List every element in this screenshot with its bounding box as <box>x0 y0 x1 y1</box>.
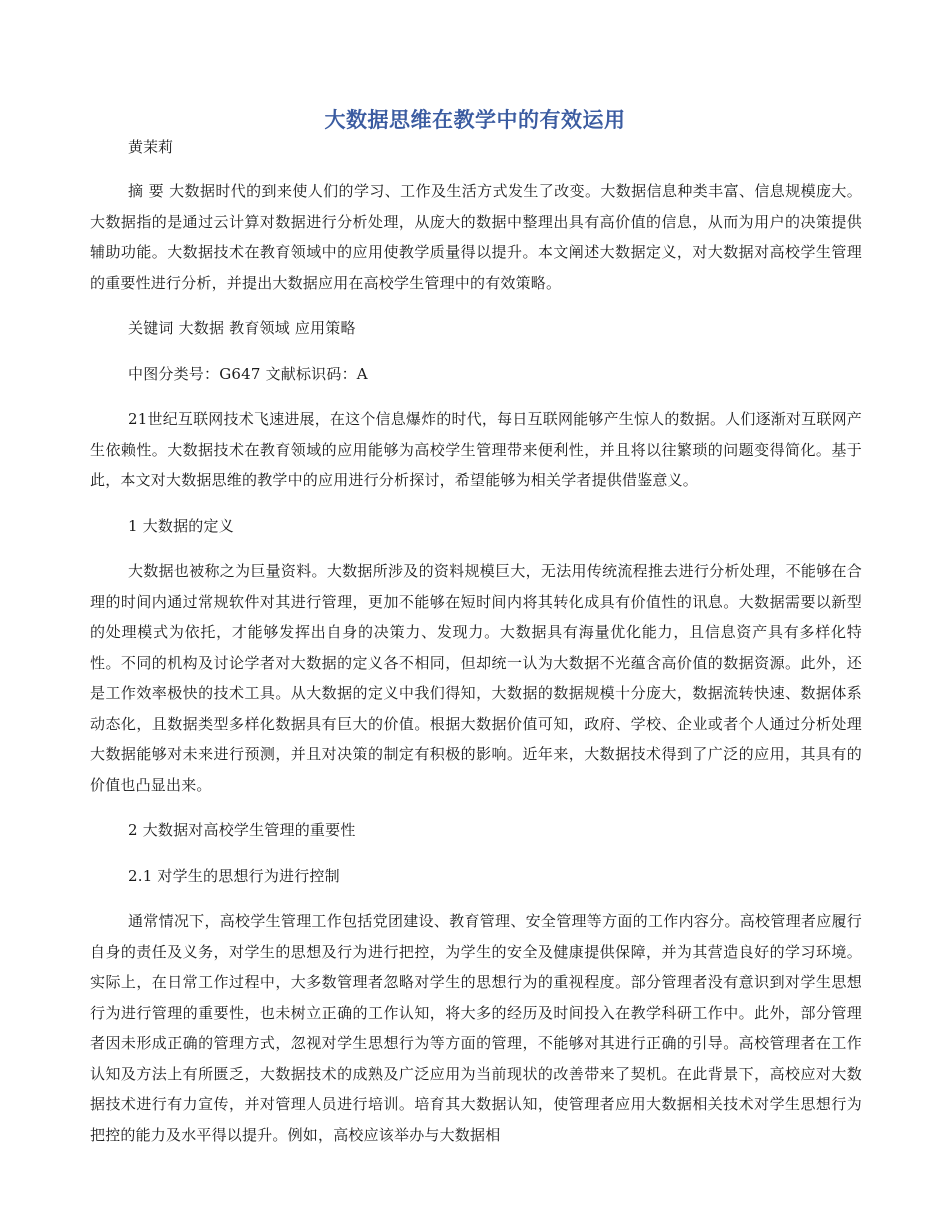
section-1-paragraph: 大数据也被称之为巨量资料。大数据所涉及的资料规模巨大，无法用传统流程推去进行分析处理，不能够在合理的时间内通过常规软件对其进行管理，更加不能够在短时间内将其转化成具有价值性的讯息。大数据需要以新型的处理模式为依托，才能够发挥出自身的决策力、发现力。大数据具有海量优化能力，且信息资产具有多样化特性。不同的机构及讨论学者对大数据的定义各不相同，但却统一认为大数据不光蕴含高价值的数据资源。此外，还是工作效率极快的技术工具。从大数据的定义中我们得知，大数据的数据规模十分庞大，数据流转快速、数据体系动态化，且数据类型多样化数据具有巨大的价值。根据大数据价值可知，政府、学校、企业或者个人通过分析处理大数据能够对未来进行预测，并且对决策的制定有积极的影响。近年来，大数据技术得到了广泛的应用，其具有的价值也凸显出来。 <box>90 562 862 794</box>
abstract-paragraph: 摘 要 大数据时代的到来使人们的学习、工作及生活方式发生了改变。大数据信息种类丰富、信息规模庞大。大数据指的是通过云计算对数据进行分析处理，从庞大的数据中整理出具有高价值的信息，从而为用户的决策提供辅助功能。大数据技术在教育领域中的应用使教学质量得以提升。本文阐述大数据定义，对大数据对高校学生管理的重要性进行分析，并提出大数据应用在高校学生管理中的有效策略。 <box>90 182 862 292</box>
section-2-1-paragraph: 通常情况下，高校学生管理工作包括党团建设、教育管理、安全管理等方面的工作内容分。高校管理者应履行自身的责任及义务，对学生的思想及行为进行把控，为学生的安全及健康提供保障，并为其营造良好的学习环境。实际上，在日常工作过程中，大多数管理者忽略对学生的思想行为的重视程度。部分管理者没有意识到对学生思想行为进行管理的重要性，也未树立正确的工作认知，将大多的经历及时间投入在教学科研工作中。此外，部分管理者因未形成正确的管理方式，忽视对学生思想行为等方面的管理，不能够对其进行正确的引导。高校管理者在工作认知及方法上有所匮乏，大数据技术的成熟及广泛应用为当前现状的改善带来了契机。在此背景下，高校应对大数据技术进行有力宣传，并对管理人员进行培训。培育其大数据认知，使管理者应用大数据相关技术对学生思想行为把控的能力及水平得以提升。例如，高校应该举办与大数据相 <box>90 912 862 1144</box>
section-2-1-heading: 2.1 对学生的思想行为进行控制 <box>128 866 340 885</box>
section-1-heading: 1 大数据的定义 <box>128 516 234 535</box>
section-2-heading: 2 大数据对高校学生管理的重要性 <box>128 821 356 839</box>
author-name: 黄茉莉 <box>128 138 174 156</box>
article-body <box>90 176 862 1165</box>
classification-line: 中图分类号：G647 文献标识码：A <box>128 364 368 383</box>
article-title: 大数据思维在教学中的有效运用 <box>324 108 626 132</box>
keywords-line: 关键词 大数据 教育领域 应用策略 <box>128 319 356 337</box>
intro-paragraph: 21世纪互联网技术飞速进展，在这个信息爆炸的时代，每日互联网能够产生惊人的数据。人们逐渐对互联网产生依赖性。大数据技术在教育领域的应用能够为高校学生管理带来便利性，并且将以往繁琐的问题变得简化。基于此，本文对大数据思维的教学中的应用进行分析探讨，希望能够为相关学者提供借鉴意义。 <box>90 410 862 489</box>
